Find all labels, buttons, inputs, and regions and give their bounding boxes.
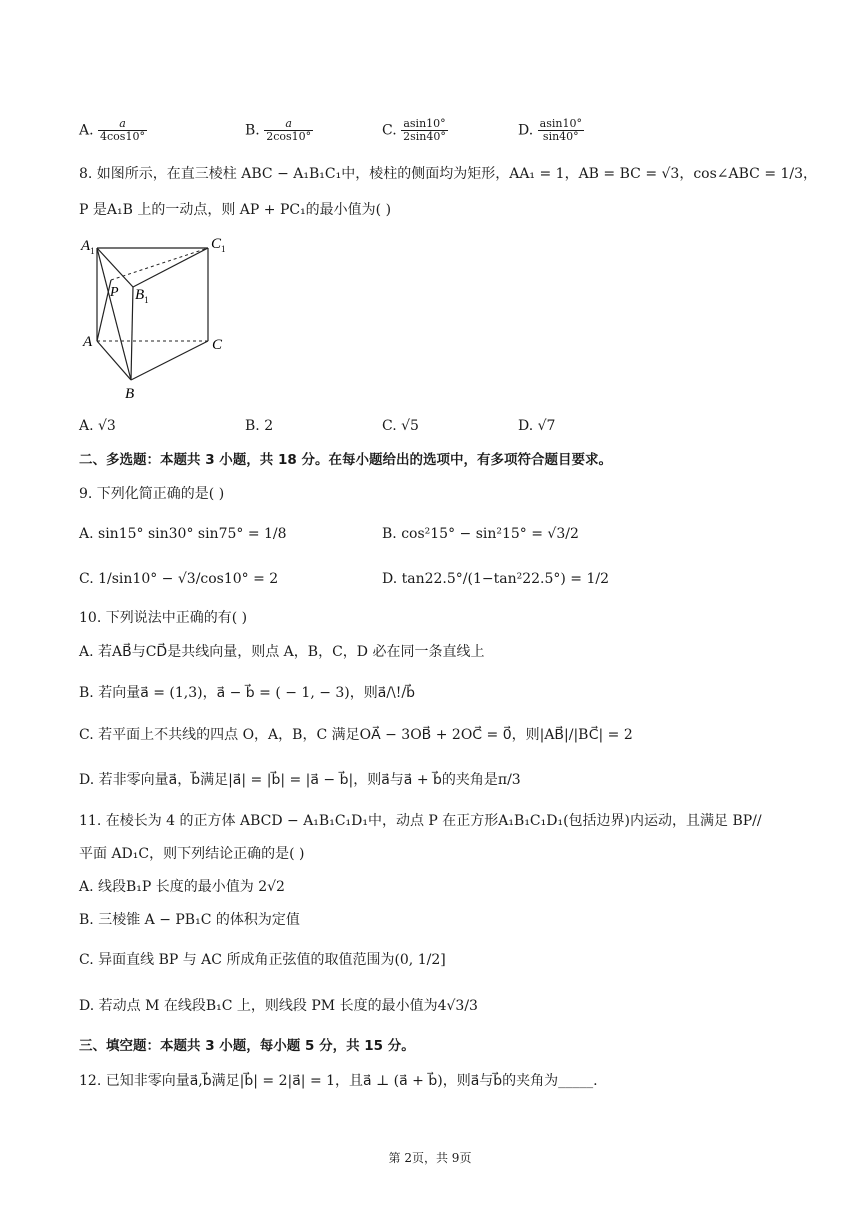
label-b: B — [125, 386, 135, 402]
section-fill-in-heading: 三、填空题：本题共 3 小题，每小题 5 分，共 15 分。 — [79, 1038, 415, 1054]
q11-stem-line2: 平面 AD₁C，则下列结论正确的是( ) — [79, 846, 305, 862]
q9-option-c: C. 1/sin10° − √3/cos10° = 2 — [79, 571, 279, 587]
q10-option-a: A. 若AB⃗与CD⃗是共线向量，则点 A，B，C，D 必在同一条直线上 — [79, 644, 485, 660]
label-c: C — [212, 337, 223, 353]
q7-b-fraction: $\frac{a}{2\cos 10^\circ}$ — [266, 117, 312, 143]
q8-option-a: A. √3 — [79, 418, 116, 434]
label-a1: $A_1$ — [81, 238, 95, 256]
page-footer: 第 2页，共 9页 — [388, 1151, 472, 1165]
label-c1: $C_1$ — [211, 236, 226, 254]
label-p: P — [110, 285, 119, 300]
q10-stem: 10. 下列说法中正确的有( ) — [79, 610, 248, 626]
q10-option-c: C. 若平面上不共线的四点 O，A，B，C 满足OA⃗ − 3OB⃗ + 2OC⃗ = 0⃗，则|AB⃗|/|BC⃗| = 2 — [79, 727, 633, 743]
q8-option-b: B. 2 — [245, 418, 274, 434]
q9-option-b: B. cos²15° − sin²15° = √3/2 — [382, 526, 579, 542]
q11-option-a: A. 线段B₁P 长度的最小值为 2√2 — [79, 879, 285, 895]
q7-option-a: A. $\frac{a}{4\cos 10^\circ}$ — [79, 117, 145, 143]
edge-b1-c1 — [133, 248, 208, 287]
q11-option-d: D. 若动点 M 在线段B₁C 上，则线段 PM 长度的最小值为4√3/3 — [79, 998, 478, 1014]
q11-option-c: C. 异面直线 BP 与 AC 所成角正弦值的取值范围为(0, 1/2] — [79, 952, 446, 968]
q8-stem-line2: P 是A₁B 上的一动点，则 AP + PC₁的最小值为( ) — [79, 202, 392, 218]
q9-option-a: A. sin15° sin30° sin75° = 1/8 — [79, 526, 287, 542]
q10-option-d: D. 若非零向量a⃗，b⃗满足|a⃗| = |b⃗| = |a⃗ − b⃗|，则a⃗与a⃗ + b⃗的夹角是π/3 — [79, 772, 521, 788]
q11-option-b: B. 三棱锥 A − PB₁C 的体积为定值 — [79, 912, 300, 928]
q8-stem-line1: 8. 如图所示，在直三棱柱 ABC − A₁B₁C₁中，棱柱的侧面均为矩形，AA₁ = 1，AB = BC = √3，cos∠ABC = 1/3， — [79, 166, 818, 182]
edge-b-c — [131, 341, 208, 380]
q9-option-d: D. tan22.5°/(1−tan²22.5°) = 1/2 — [382, 571, 610, 587]
q7-a-fraction: $\frac{a}{4\cos 10^\circ}$ — [100, 117, 145, 143]
q8-option-c: C. √5 — [382, 418, 419, 434]
label-b1: $B_1$ — [135, 287, 149, 305]
q7-d-fraction: $\frac{asin10^\circ}{\sin 40^\circ}$ — [539, 117, 582, 143]
section-multiple-choice-heading: 二、多选题：本题共 3 小题，共 18 分。在每小题给出的选项中，有多项符合题目要求。 — [79, 452, 612, 468]
q11-stem-line1: 11. 在棱长为 4 的正方体 ABCD − A₁B₁C₁D₁中，动点 P 在正方形A₁B₁C₁D₁(包括边界)内运动，且满足 BP// — [79, 813, 762, 829]
q7-option-d: D. $\frac{asin10^\circ}{\sin 40^\circ}$ — [518, 117, 582, 143]
edge-b1-b — [131, 287, 133, 380]
q10-option-b: B. 若向量a⃗ = (1,3)，a⃗ − b⃗ = ( − 1, − 3)，则a⃗/\!/b⃗ — [79, 685, 416, 701]
segment-a-p — [97, 280, 111, 341]
q7-option-b: B. $\frac{a}{2\cos 10^\circ}$ — [245, 117, 312, 143]
q8-option-d: D. √7 — [518, 418, 556, 434]
prism-figure — [75, 232, 235, 402]
q7-c-fraction: $\frac{asin10^\circ}{2\sin 40^\circ}$ — [403, 117, 446, 143]
segment-p-c1 — [111, 248, 208, 280]
q7-option-c: C. $\frac{asin10^\circ}{2\sin 40^\circ}$ — [382, 117, 446, 143]
q9-stem: 9. 下列化简正确的是( ) — [79, 486, 225, 502]
q12-stem: 12. 已知非零向量a⃗,b⃗满足|b⃗| = 2|a⃗| = 1，且a⃗ ⊥ (a⃗ + b⃗)，则a⃗与b⃗的夹角为_____. — [79, 1073, 598, 1089]
label-a: A — [83, 334, 93, 350]
